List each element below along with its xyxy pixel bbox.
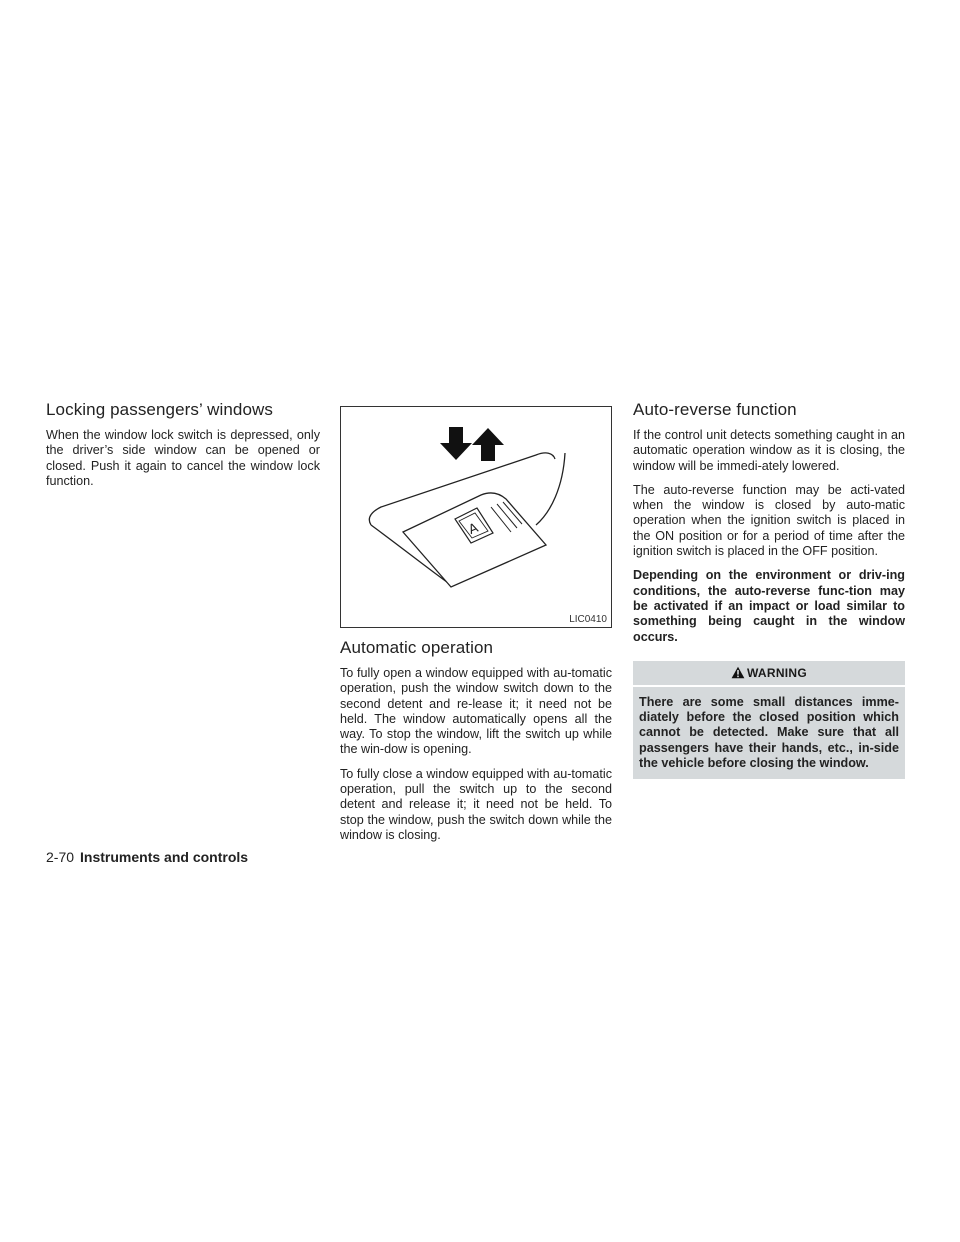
automatic-paragraph-1: To fully open a window equipped with au-tomatic operation, push the window switch down to the second detent and re-lease it; it need not be held. The window automatically opens all the way. To stop the window, lift the switch up while the win-dow is opening. xyxy=(340,666,612,757)
warning-text: There are some small distances imme-diately before the closed position which cannot be detected. Make sure that all passengers have their hands, etc., in-side the vehicle before closing the window. xyxy=(639,694,899,771)
locking-paragraph: When the window lock switch is depressed, only the driver’s side window can be opened or closed. Push it again to cancel the window lock function. xyxy=(46,428,320,488)
column-middle xyxy=(340,400,612,852)
figure-code: LIC0410 xyxy=(569,614,607,625)
window-switch-figure xyxy=(340,406,612,628)
svg-text:A: A xyxy=(466,520,481,538)
window-switch-illustration xyxy=(341,407,613,629)
column-left xyxy=(46,400,320,498)
section-heading-locking: Locking passengers’ windows xyxy=(46,400,273,419)
automatic-paragraph-2: To fully close a window equipped with au-tomatic operation, pull the switch up to the second detent and release it; it need not be held. To stop the window, push the switch down while the window is closing. xyxy=(340,766,612,842)
page-number: 2-70 xyxy=(46,849,75,865)
arrow-down-icon xyxy=(440,427,472,460)
warning-box xyxy=(633,661,905,779)
warning-divider xyxy=(633,685,905,687)
auto-reverse-paragraph-3: Depending on the environment or driv-ing conditions, the auto-reverse func-tion may be activated if an impact or load similar to something being caught in the window occurs. xyxy=(633,568,905,644)
warning-triangle-icon xyxy=(731,666,745,679)
page-footer xyxy=(46,849,248,865)
warning-header xyxy=(633,661,905,685)
section-heading-automatic: Automatic operation xyxy=(340,638,494,657)
section-heading-auto-reverse: Auto-reverse function xyxy=(633,400,797,419)
warning-title: WARNING xyxy=(746,665,808,680)
auto-reverse-paragraph-1: If the control unit detects something caught in an automatic operation window as it is closing, the window will be immedi-ately lowered. xyxy=(633,428,905,473)
column-right xyxy=(633,400,905,779)
arrow-up-icon xyxy=(472,428,504,461)
chapter-title: Instruments and controls xyxy=(80,849,249,865)
auto-reverse-paragraph-2: The auto-reverse function may be acti-vated when the window is closed by auto-matic operation when the ignition switch is placed in the ON position or for a period of time after the ignition switch is placed in the OFF position. xyxy=(633,482,905,559)
